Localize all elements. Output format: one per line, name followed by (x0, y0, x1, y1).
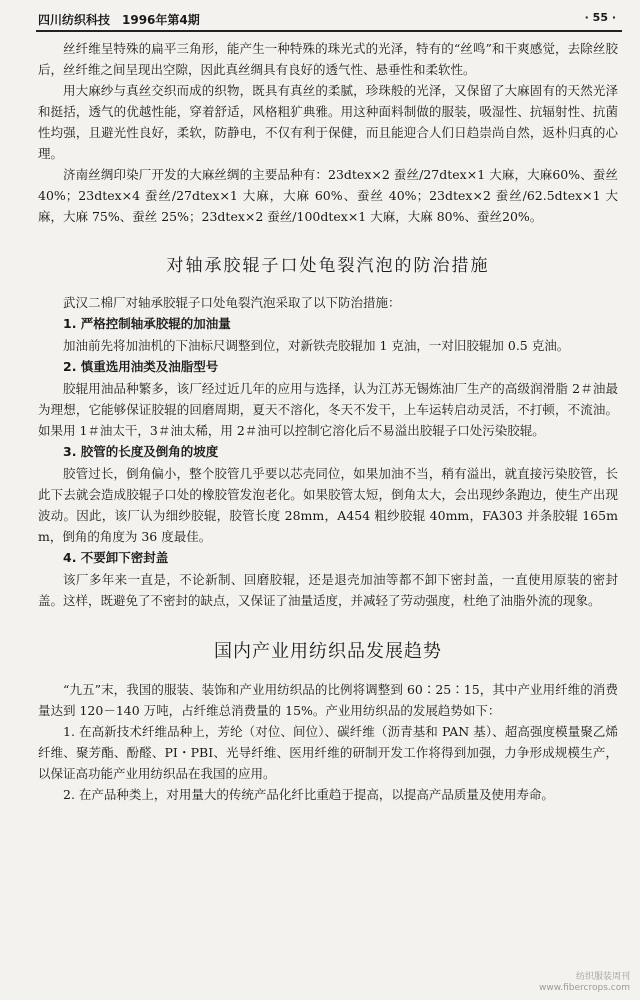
paragraph: 1. 在高新技术纤维品种上，芳纶（对位、间位）、碳纤维（沥青基和 PAN 基）、超高强度模量聚乙烯纤维、聚芳酯、酚醛、PI・PBI、光导纤维、医用纤维的研制开发工作将得到加强，力争形成规模生产，以保证高功能产业用纺织品在我国的应用。 (38, 724, 618, 781)
section-hemp-silk (38, 38, 618, 227)
paragraph: 2. 在产品种类上，对用量大的传统产品化纤比重趋于提高，以提高产品质量及使用寿命。 (63, 787, 554, 802)
paragraph: 用大麻纱与真丝交织而成的织物，既具有真丝的柔腻，珍珠般的光泽，又保留了大麻固有的天然光泽和挺括，透气的优越性能，穿着舒适，风格粗犷典雅。用这种面料制做的服装，吸湿性、抗辐射性、抗菌性均强，且避光性良好，柔软，防静电，不仅有利于保健，而且能迎合人们日趋崇尚自然，返朴归真的心理。 (38, 83, 618, 161)
watermark-url: www.fibercrops.com (539, 983, 630, 993)
subheading: 3. 胶管的长度及倒角的坡度 (63, 444, 219, 459)
running-header (36, 8, 622, 32)
section-industrial-textiles (38, 679, 618, 805)
paragraph: 济南丝绸印染厂开发的大麻丝绸的主要品种有：23dtex×2 蚕丝/27dtex×1 大麻，大麻60%、蚕丝 40%；23dtex×4 蚕丝/27dtex×1 大麻，大麻 60%、蚕丝 40%；23dtex×2 蚕丝/62.5dtex×1 大麻，大麻 75%、蚕丝 25%；23dtex×2 蚕丝/100dtex×1 大麻，大麻 80%、蚕丝20%。 (38, 167, 618, 224)
paragraph: 胶管过长，倒角偏小，整个胶管几乎要以芯壳同位，如果加油不当，稍有溢出，就直接污染胶管，长此下去就会造成胶辊子口处的橡胶管发泡老化。如果胶管太短，倒角太大，会出现纱条跑边，使生产出现波动。因此，该厂认为细纱胶辊，胶管长度 28mm，A454 粗纱胶辊 40mm，FA303 并条胶辊 165mm，倒角的角度为 36 度最佳。 (38, 466, 618, 544)
subheading: 4. 不要卸下密封盖 (63, 550, 169, 565)
paragraph: “九五”末，我国的服装、装饰和产业用纺织品的比例将调整到 60∶25∶15，其中产业用纤维的消费量达到 120－140 万吨，占纤维总消费量的 15%。产业用纺织品的发展趋势如下： (38, 682, 618, 718)
section-roller-cracks (38, 292, 618, 611)
subheading: 1. 严格控制轴承胶辊的加油量 (63, 316, 231, 331)
paragraph: 胶辊用油品种繁多，该厂经过近几年的应用与选择，认为江苏无锡炼油厂生产的高级润滑脂 2＃油最为理想，它能够保证胶辊的回磨周期，夏天不溶化，冬天不发干，上车运转启动灵活，不打顿，不流油。如果用 1＃油太干，3＃油太稀，用 2＃油可以控制它溶化后不易溢出胶辊子口处污染胶辊。 (38, 381, 618, 438)
paragraph: 丝纤维呈特殊的扁平三角形，能产生一种特殊的珠光式的光泽，特有的“丝鸣”和干爽感觉，去除丝胶后，丝纤维之间呈现出空隙，因此真丝绸具有良好的透气性、悬垂性和柔软性。 (38, 41, 618, 77)
article-title-roller-cracks: 对轴承胶辊子口处龟裂汽泡的防治措施 (166, 256, 490, 276)
article-body (38, 38, 618, 805)
paragraph: 加油前先将加油机的下油标尺调整到位，对新铁壳胶辊加 1 克油，一对旧胶辊加 0.5 克油。 (63, 338, 570, 353)
paragraph: 该厂多年来一直是，不论新制、回磨胶辊，还是退壳加油等都不卸下密封盖，一直使用原装的密封盖。这样，既避免了不密封的缺点，又保证了油量适度，并减轻了劳动强度，杜绝了油脂外流的现象。 (38, 572, 618, 608)
article-title-industrial-textiles: 国内产业用纺织品发展趋势 (214, 641, 442, 662)
page-number: · 55 · (584, 11, 616, 24)
watermark-line: 纺织服装周刊 (575, 972, 630, 982)
site-watermark (539, 972, 630, 994)
subheading: 2. 慎重选用油类及油脂型号 (63, 359, 219, 374)
paragraph-intro: 武汉二棉厂对轴承胶辊子口处龟裂汽泡采取了以下防治措施： (63, 295, 401, 310)
journal-issue: 四川纺织科技 1996年第4期 (38, 13, 200, 27)
